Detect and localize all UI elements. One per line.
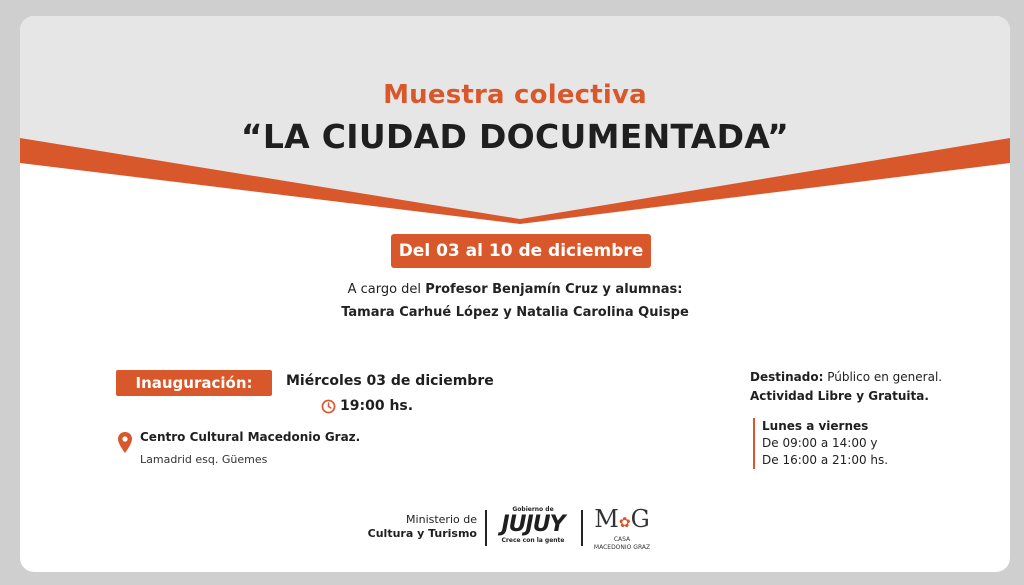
inauguration-time-row <box>321 398 413 414</box>
inauguration-label: Inauguración: <box>116 370 272 396</box>
jujuy-tagline: Crece con la gente <box>501 537 565 544</box>
flower-icon: ✿ <box>618 515 631 531</box>
inauguration-time: 19:00 hs. <box>340 398 414 414</box>
inauguration-date: Miércoles 03 de diciembre <box>286 373 494 389</box>
ministry-line-2: Cultura y Turismo <box>367 527 477 540</box>
opening-days: Lunes a viernes <box>762 419 869 433</box>
sponsor-footer <box>20 506 1010 554</box>
ministry-line-1: Ministerio de <box>406 513 477 526</box>
exhibition-title: “LA CIUDAD DOCUMENTADA” <box>240 117 790 156</box>
audience-note: Actividad Libre y Gratuita. <box>750 389 929 403</box>
opening-slot-2: De 16:00 a 21:00 hs. <box>762 453 889 467</box>
audience-label: Destinado: <box>750 370 824 384</box>
jujuy-top-text: Gobierno de <box>512 506 554 513</box>
credits-prefix: A cargo del <box>347 282 422 297</box>
opening-hours <box>753 418 888 469</box>
location-pin-icon <box>118 432 132 454</box>
venue-name: Centro Cultural Macedonio Graz. <box>140 430 361 444</box>
mg-monogram: M✿G <box>594 505 650 533</box>
clock-icon <box>321 399 336 414</box>
opening-slot-1: De 09:00 a 14:00 y <box>762 436 878 450</box>
footer-divider <box>485 510 487 546</box>
credits-students: Tamara Carhué López y Natalia Carolina Quispe <box>341 305 689 320</box>
audience-value: Público en general. <box>827 370 943 384</box>
exhibition-subtitle: Muestra colectiva <box>383 80 647 110</box>
credits-line-1 <box>20 282 1010 297</box>
audience-block <box>750 368 942 406</box>
jujuy-wordmark: JUJUY <box>501 512 565 537</box>
event-poster <box>20 16 1010 572</box>
date-range-badge: Del 03 al 10 de diciembre <box>391 234 651 268</box>
venue-block <box>118 430 360 466</box>
ministry-logo <box>365 513 477 541</box>
mg-line-1: CASA <box>613 536 631 543</box>
venue-address: Lamadrid esq. Güemes <box>140 453 268 466</box>
casa-macedonio-graz-logo <box>590 506 654 552</box>
footer-divider <box>581 510 583 546</box>
jujuy-government-logo <box>494 506 572 544</box>
mg-line-2: MACEDONIO GRAZ <box>593 544 651 551</box>
credits-teacher: Profesor Benjamín Cruz y alumnas: <box>425 282 683 297</box>
